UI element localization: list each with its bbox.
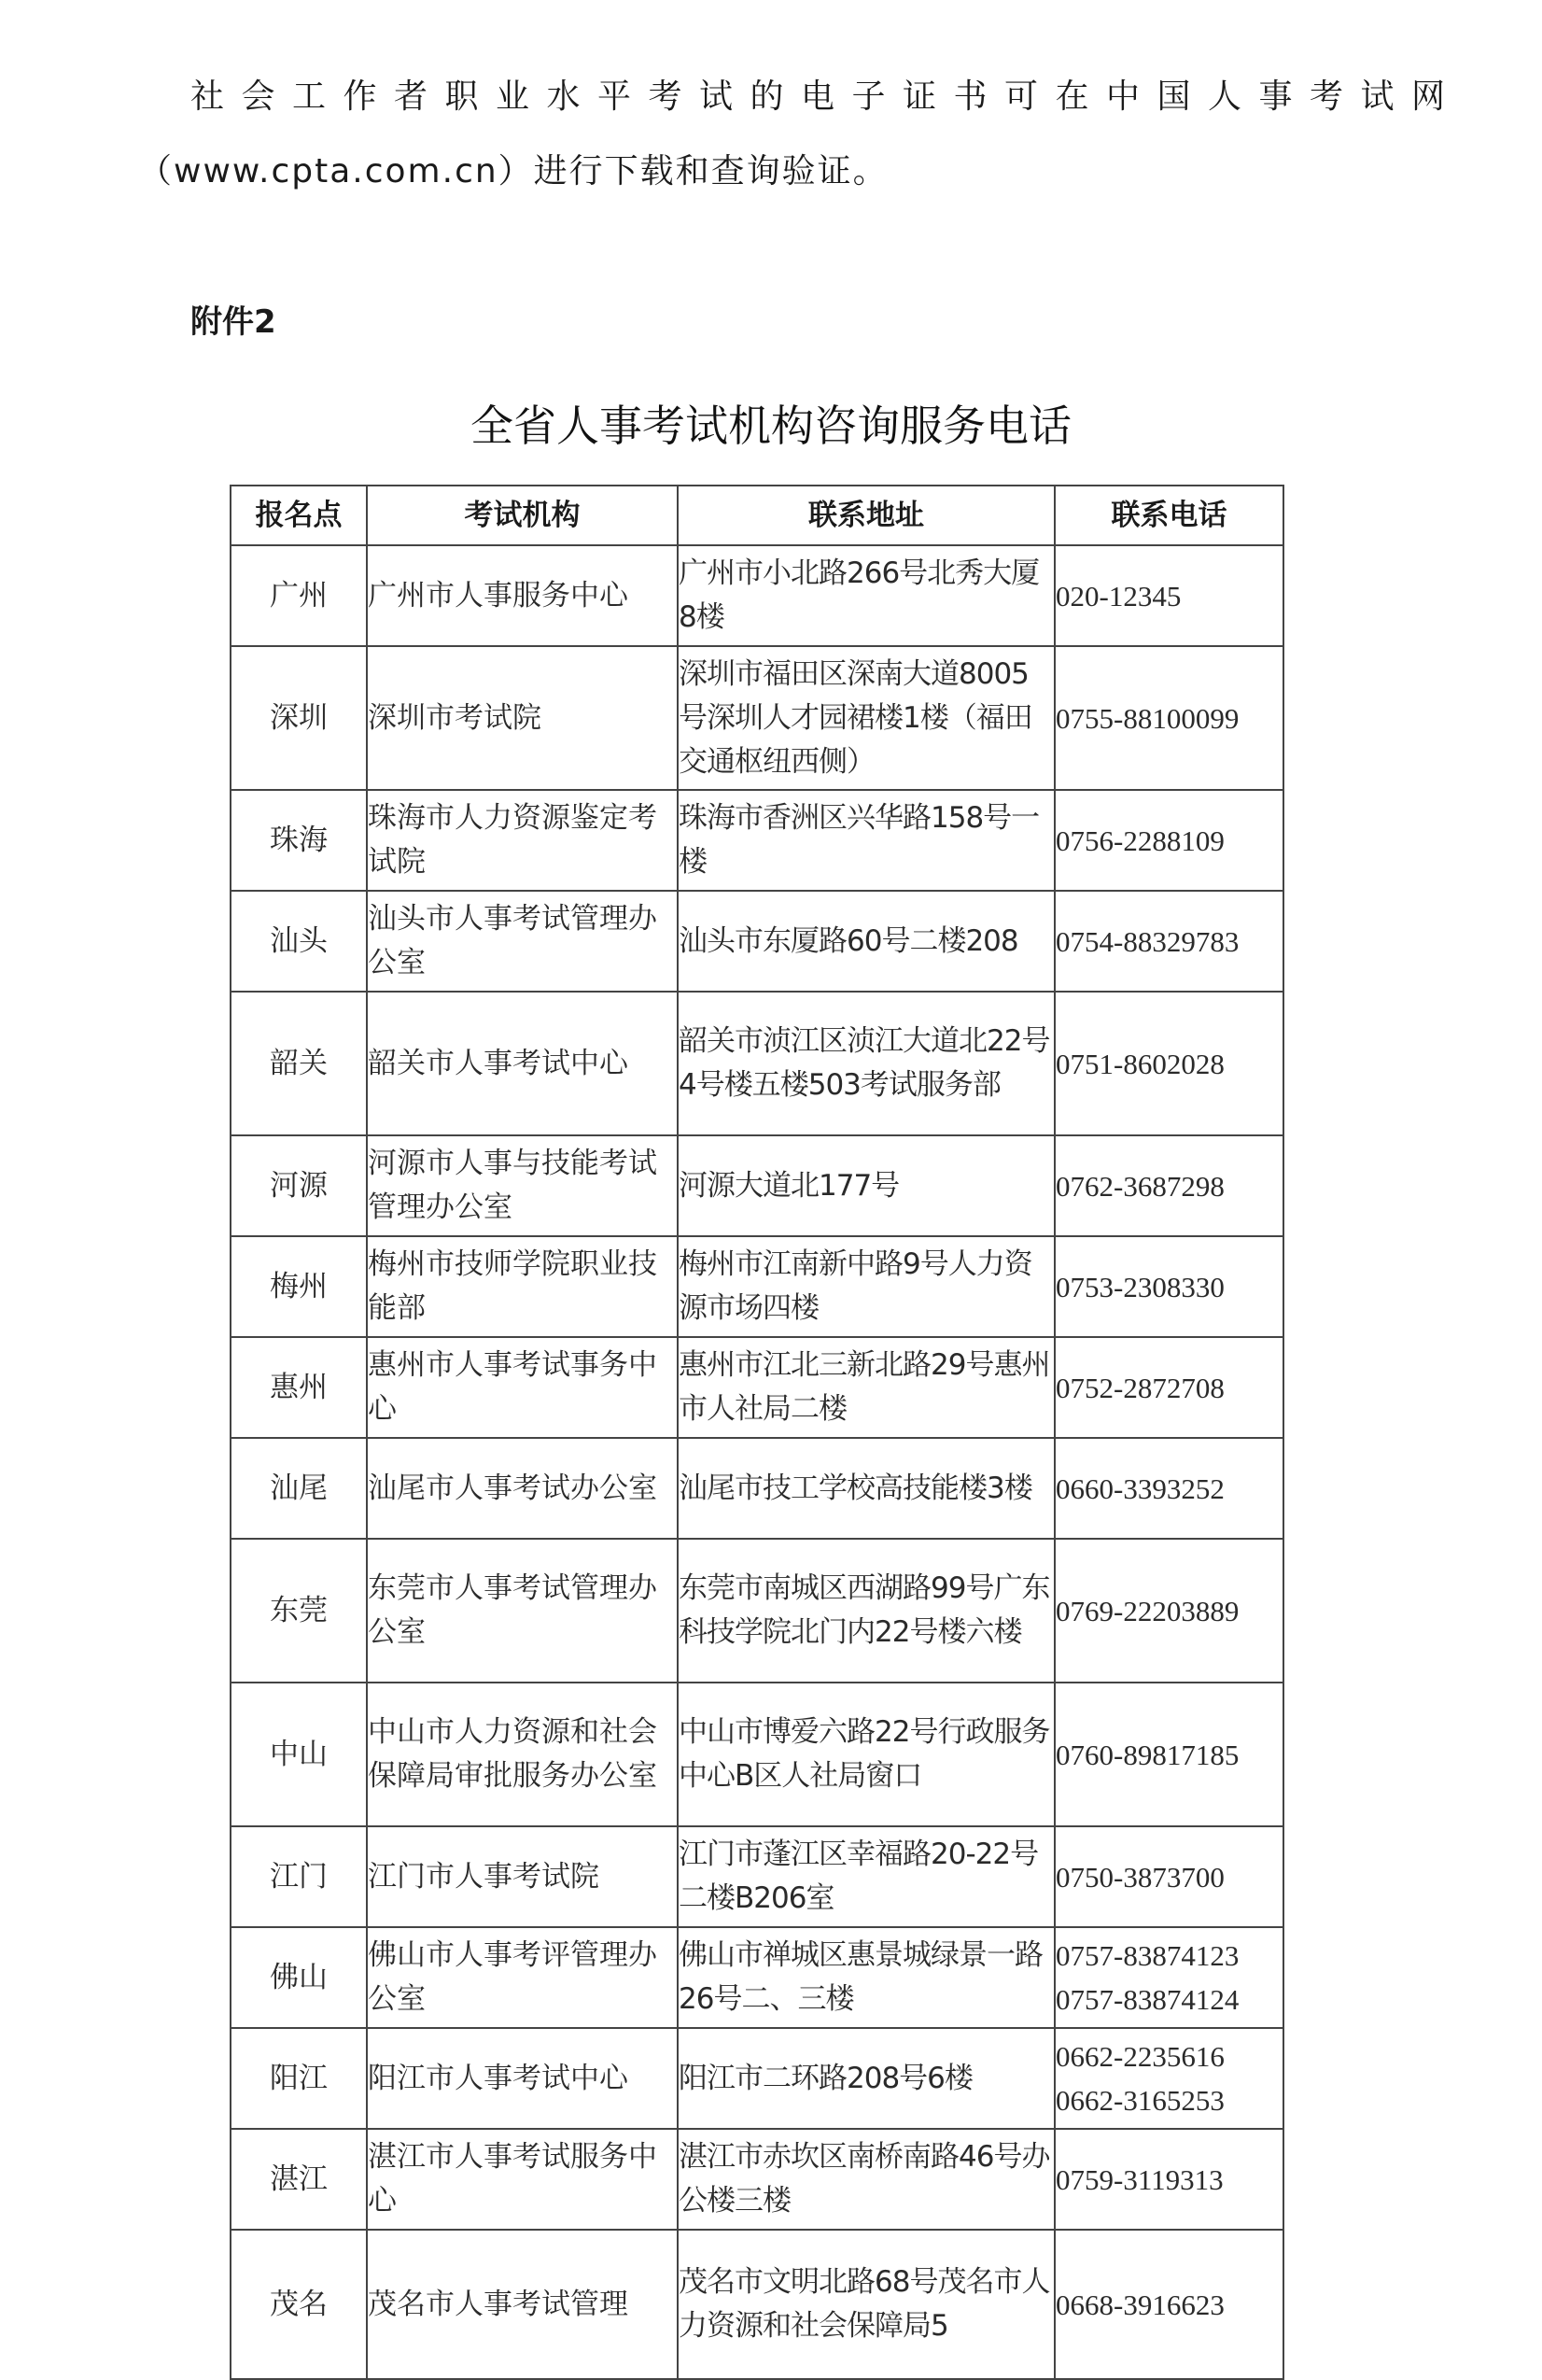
org-cell: 阳江市人事考试中心: [367, 2028, 678, 2129]
phone-cell: [1055, 1236, 1283, 1337]
city-cell: 中山: [231, 1683, 367, 1826]
phone-cell: [1055, 891, 1283, 992]
phone-number: 0769-22203889: [1056, 1594, 1240, 1627]
org-cell: 中山市人力资源和社会保障局审批服务办公室: [367, 1683, 678, 1826]
address-cell: 珠海市香洲区兴华路158号一楼: [678, 790, 1055, 891]
org-cell: 深圳市考试院: [367, 646, 678, 790]
city-cell: 惠州: [231, 1337, 367, 1438]
table-row: [231, 545, 1283, 646]
table-row: [231, 1337, 1283, 1438]
page-title: 全省人事考试机构咨询服务电话: [470, 401, 1072, 451]
phone-number: 0757-83874124: [1056, 1983, 1240, 2016]
city-cell: 江门: [231, 1826, 367, 1927]
phone-number: 0755-88100099: [1056, 701, 1240, 735]
attachment-label: 附件2: [190, 303, 276, 341]
address-cell: 梅州市江南新中路9号人力资源市场四楼: [678, 1236, 1055, 1337]
intro-line-2: （www.cpta.com.cn）进行下载和查询验证。: [138, 152, 889, 190]
phone-cell: [1055, 545, 1283, 646]
org-cell: 佛山市人事考评管理办公室: [367, 1927, 678, 2028]
table-row: [231, 1135, 1283, 1236]
city-cell: 湛江: [231, 2129, 367, 2230]
phone-cell: [1055, 2028, 1283, 2129]
org-cell: 珠海市人力资源鉴定考试院: [367, 790, 678, 891]
address-cell: 佛山市禅城区惠景城绿景一路26号二、三楼: [678, 1927, 1055, 2028]
city-cell: 佛山: [231, 1927, 367, 2028]
table-row: [231, 2230, 1283, 2379]
city-cell: 汕头: [231, 891, 367, 992]
city-cell: 东莞: [231, 1539, 367, 1683]
org-cell: 湛江市人事考试服务中心: [367, 2129, 678, 2230]
table-row: [231, 1927, 1283, 2028]
phone-cell: [1055, 646, 1283, 790]
address-cell: 阳江市二环路208号6楼: [678, 2028, 1055, 2129]
org-cell: 汕尾市人事考试办公室: [367, 1438, 678, 1539]
intro-line-1: 社会工作者职业水平考试的电子证书可在中国人事考试网: [190, 77, 1463, 116]
address-cell: 茂名市文明北路68号茂名市人力资源和社会保障局5: [678, 2230, 1055, 2379]
city-cell: 深圳: [231, 646, 367, 790]
phone-number: 0756-2288109: [1056, 824, 1225, 857]
city-cell: 河源: [231, 1135, 367, 1236]
org-cell: 广州市人事服务中心: [367, 545, 678, 646]
city-cell: 广州: [231, 545, 367, 646]
address-cell: 汕尾市技工学校高技能楼3楼: [678, 1438, 1055, 1539]
address-cell: 江门市蓬江区幸福路20-22号二楼B206室: [678, 1826, 1055, 1927]
phone-number: 0753-2308330: [1056, 1270, 1225, 1303]
org-cell: 惠州市人事考试事务中心: [367, 1337, 678, 1438]
phone-number: 0660-3393252: [1056, 1472, 1225, 1505]
phone-cell: [1055, 2129, 1283, 2230]
city-cell: 韶关: [231, 992, 367, 1135]
table-row: [231, 1826, 1283, 1927]
city-cell: 珠海: [231, 790, 367, 891]
org-cell: 汕头市人事考试管理办公室: [367, 891, 678, 992]
table-row: [231, 790, 1283, 891]
address-cell: 湛江市赤坎区南桥南路46号办公楼三楼: [678, 2129, 1055, 2230]
org-cell: 韶关市人事考试中心: [367, 992, 678, 1135]
table-row: [231, 1438, 1283, 1539]
table-row: [231, 2129, 1283, 2230]
address-cell: 惠州市江北三新北路29号惠州市人社局二楼: [678, 1337, 1055, 1438]
phone-number: 0759-3119313: [1056, 2162, 1224, 2196]
phone-cell: [1055, 1337, 1283, 1438]
contacts-table: [230, 485, 1284, 2380]
header-address: 联系地址: [678, 486, 1055, 545]
city-cell: 汕尾: [231, 1438, 367, 1539]
phone-cell: [1055, 1438, 1283, 1539]
phone-number: 020-12345: [1056, 579, 1182, 613]
table-row: [231, 1539, 1283, 1683]
city-cell: 茂名: [231, 2230, 367, 2379]
org-cell: 江门市人事考试院: [367, 1826, 678, 1927]
phone-cell: [1055, 1683, 1283, 1826]
city-cell: 梅州: [231, 1236, 367, 1337]
phone-number: 0668-3916623: [1056, 2288, 1225, 2321]
phone-cell: [1055, 790, 1283, 891]
phone-number: 0762-3687298: [1056, 1169, 1225, 1203]
org-cell: 梅州市技师学院职业技能部: [367, 1236, 678, 1337]
phone-cell: [1055, 1927, 1283, 2028]
phone-number: 0752-2872708: [1056, 1371, 1225, 1404]
phone-number: 0662-3165253: [1056, 2084, 1225, 2117]
header-registration-point: 报名点: [231, 486, 367, 545]
org-cell: 茂名市人事考试管理: [367, 2230, 678, 2379]
header-exam-agency: 考试机构: [367, 486, 678, 545]
table-row: [231, 992, 1283, 1135]
phone-number: 0662-2235616: [1056, 2040, 1225, 2073]
table-row: [231, 1236, 1283, 1337]
address-cell: 中山市博爱六路22号行政服务中心B区人社局窗口: [678, 1683, 1055, 1826]
org-cell: 东莞市人事考试管理办公室: [367, 1539, 678, 1683]
table-row: [231, 646, 1283, 790]
phone-cell: [1055, 1135, 1283, 1236]
org-cell: 河源市人事与技能考试管理办公室: [367, 1135, 678, 1236]
table-row: [231, 891, 1283, 992]
phone-number: 0751-8602028: [1056, 1047, 1225, 1080]
phone-number: 0750-3873700: [1056, 1860, 1225, 1894]
address-cell: 河源大道北177号: [678, 1135, 1055, 1236]
table-header-row: [231, 486, 1283, 545]
phone-number: 0754-88329783: [1056, 924, 1240, 958]
phone-cell: [1055, 1826, 1283, 1927]
phone-cell: [1055, 2230, 1283, 2379]
phone-number: 0760-89817185: [1056, 1738, 1240, 1771]
city-cell: 阳江: [231, 2028, 367, 2129]
header-phone: 联系电话: [1055, 486, 1283, 545]
address-cell: 深圳市福田区深南大道8005号深圳人才园裙楼1楼（福田交通枢纽西侧）: [678, 646, 1055, 790]
table-row: [231, 1683, 1283, 1826]
phone-cell: [1055, 992, 1283, 1135]
table-row: [231, 2028, 1283, 2129]
phone-cell: [1055, 1539, 1283, 1683]
phone-number: 0757-83874123: [1056, 1939, 1240, 1972]
address-cell: 韶关市浈江区浈江大道北22号4号楼五楼503考试服务部: [678, 992, 1055, 1135]
address-cell: 汕头市东厦路60号二楼208: [678, 891, 1055, 992]
address-cell: 广州市小北路266号北秀大厦8楼: [678, 545, 1055, 646]
address-cell: 东莞市南城区西湖路99号广东科技学院北门内22号楼六楼: [678, 1539, 1055, 1683]
